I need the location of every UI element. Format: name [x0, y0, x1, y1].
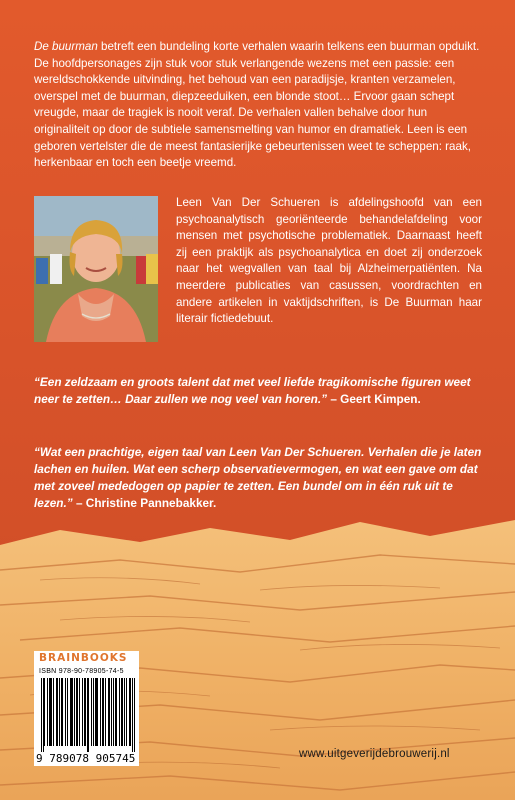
- publisher-website: www.uitgeverijdebrouwerij.nl: [299, 748, 450, 760]
- barcode-bar: [59, 678, 60, 746]
- barcode-bars: [41, 678, 135, 752]
- barcode-bar: [77, 678, 78, 746]
- barcode-bar: [79, 678, 80, 746]
- author-photo-image: [34, 196, 158, 342]
- barcode-bar: [121, 678, 122, 746]
- barcode-bar: [111, 678, 112, 746]
- review-quote-1: [34, 374, 484, 408]
- barcode-bar: [119, 678, 120, 746]
- barcode-bar: [122, 678, 123, 746]
- barcode-bar: [109, 678, 110, 746]
- barcode-bar: [76, 678, 77, 746]
- barcode-bar: [88, 678, 89, 752]
- barcode-bar: [53, 678, 54, 746]
- barcode-bar: [74, 678, 75, 746]
- barcode-bar: [70, 678, 71, 746]
- barcode-bar: [49, 678, 50, 746]
- ean-number: 9 789078 905745: [36, 752, 136, 765]
- barcode-bar: [82, 678, 83, 746]
- book-title-italic: De buurman: [34, 40, 98, 53]
- review-quote-2-text: “Wat een prachtige, eigen taal van Leen Van Der Schueren. Verhalen die je laten lachen en huilen. Wat een scherp observatievermogen, en wat een gave om dat met zoveel mededogen op papier te zetten. Een bundel om in één ruk uit te lezen.”: [34, 445, 482, 510]
- barcode-bar: [65, 678, 66, 746]
- barcode-bar: [97, 678, 98, 746]
- review-quote-1-source: – Geert Kimpen.: [327, 392, 421, 406]
- barcode-bar: [56, 678, 57, 746]
- book-description-text: betreft een bundeling korte verhalen waarin telkens een buurman opduikt. De hoofdpersonages zijn stuk voor stuk verlangende wezens met een passie: een wereldschokkende uitvinding, het behoud van een paradijsje, kranten verzamelen, overspel met de buurman, diepzeeduiken, een blonde stoot… Ervoor gaan schept vreugde, maar de tragiek is nooit veraf. De verhalen vallen behalve door hun originaliteit op door de subtiele samensmelting van humor en dramatiek. Leen is een geboren vertelster die de meest fantasierijke gebeurtenissen weet te scheppen: raak, herkenbaar en toch een beetje vreemd.: [34, 40, 480, 170]
- barcode-bar: [126, 678, 127, 746]
- barcode-bar: [51, 678, 52, 746]
- barcode-bar: [50, 678, 51, 746]
- barcode-bar: [130, 678, 131, 746]
- review-quote-2-source: – Christine Pannebakker.: [72, 496, 217, 510]
- review-quote-2: [34, 444, 484, 512]
- barcode-bar: [108, 678, 109, 746]
- barcode-bar: [41, 678, 42, 752]
- barcode-bar: [61, 678, 62, 746]
- barcode-bar: [93, 678, 94, 746]
- barcode-bar: [57, 678, 58, 746]
- barcode-bar: [47, 678, 48, 746]
- publisher-logo: BRAINBOOKS: [39, 652, 128, 664]
- barcode-bar: [72, 678, 73, 746]
- barcode-bar: [100, 678, 101, 746]
- barcode-bar: [105, 678, 106, 746]
- barcode-bar: [134, 678, 135, 752]
- review-quote-1-text: “Een zeldzaam en groots talent dat met veel liefde tragikomische figuren weet neer te zetten… Daar zullen we nog veel van horen.”: [34, 375, 471, 406]
- author-biography: Leen Van Der Schueren is afdelingshoofd van een psychoanalytisch georiënteerde behandelafdeling voor mensen met psychotische problematiek. Daarnaast heeft zij een praktijk als psychoanalytica en doet zij onderzoek naar het wegvallen van taal bij Alzheimerpatiënten. Na meerdere publicaties van casussen, voordrachten en andere artikelen in vaktijdschriften, is De Buurman haar literair fictiedebuut.: [176, 196, 482, 326]
- book-description: [34, 39, 482, 172]
- barcode-label: [34, 651, 139, 766]
- barcode-bar: [102, 678, 103, 746]
- barcode-bar: [96, 678, 97, 746]
- barcode-bar: [124, 678, 125, 746]
- barcode-bar: [129, 678, 130, 746]
- barcode-bar: [44, 678, 45, 746]
- barcode-bar: [71, 678, 72, 746]
- barcode-bar: [116, 678, 117, 746]
- barcode-bar: [115, 678, 116, 746]
- barcode-bar: [67, 678, 68, 746]
- barcode-bar: [132, 678, 133, 752]
- barcode-bar: [113, 678, 114, 746]
- barcode-bar: [91, 678, 92, 746]
- barcode-bar: [85, 678, 86, 746]
- barcode-bar: [62, 678, 63, 746]
- isbn-number: ISBN 978-90-78905-74-5: [39, 668, 124, 675]
- barcode-bar: [84, 678, 85, 746]
- barcode-bar: [43, 678, 44, 752]
- barcode-bar: [87, 678, 88, 752]
- barcode-bar: [103, 678, 104, 746]
- author-photo: [34, 196, 158, 342]
- barcode-bar: [95, 678, 96, 746]
